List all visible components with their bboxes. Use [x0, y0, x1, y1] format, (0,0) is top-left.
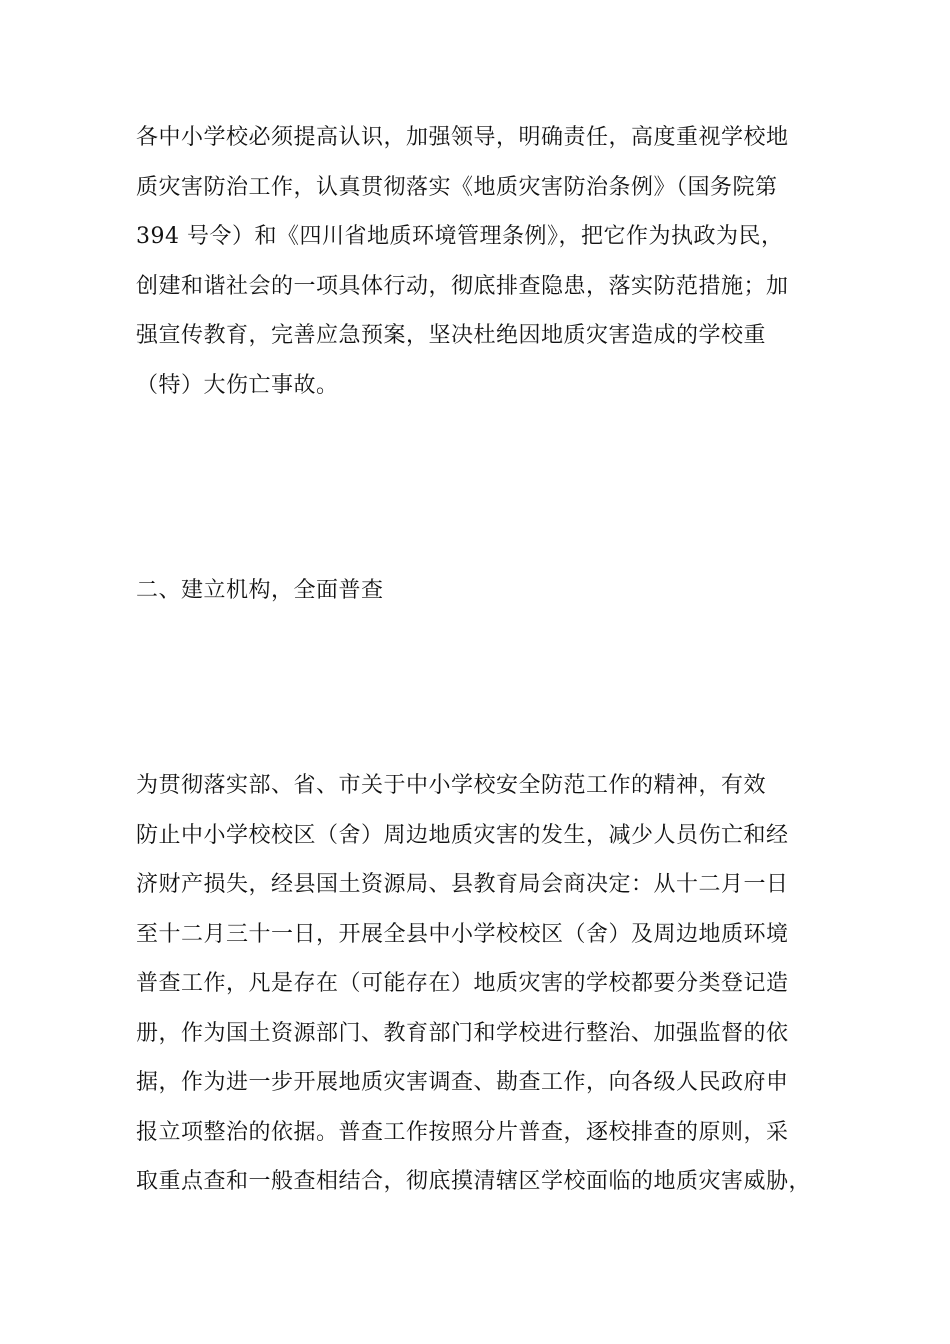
text-line: 质灾害防治工作，认真贯彻落实《地质灾害防治条例》（国务院第 — [136, 175, 778, 200]
text-line: （特）大伤亡事故。 — [136, 373, 339, 398]
text-line: 报立项整治的依据。普查工作按照分片普查，逐校排查的原则，采 — [136, 1120, 789, 1145]
text-line: 册，作为国土资源部门、教育部门和学校进行整治、加强监督的依 — [136, 1021, 789, 1046]
text-line: 防止中小学校校区（舍）周边地质灾害的发生，减少人员伤亡和经 — [136, 823, 789, 848]
text-line: 强宣传教育，完善应急预案，坚决杜绝因地质灾害造成的学校重 — [136, 323, 767, 348]
text-line: 394 号令）和《四川省地质环境管理条例》，把它作为执政为民， — [136, 224, 784, 249]
text-line: 为贯彻落实部、省、市关于中小学校安全防范工作的精神，有效 — [136, 773, 767, 798]
text-line: 至十二月三十一日，开展全县中小学校校区（舍）及周边地质环境 — [136, 922, 789, 947]
text-line: 各中小学校必须提高认识，加强领导，明确责任，高度重视学校地 — [136, 125, 789, 150]
text-line: 济财产损失，经县国土资源局、县教育局会商决定：从十二月一日 — [136, 872, 789, 897]
text-line: 取重点查和一般查相结合，彻底摸清辖区学校面临的地质灾害威胁， — [136, 1169, 812, 1194]
text-line: 普查工作，凡是存在（可能存在）地质灾害的学校都要分类登记造 — [136, 971, 789, 996]
section-heading: 二、建立机构，全面普查 — [136, 578, 384, 603]
text-line: 创建和谐社会的一项具体行动，彻底排查隐患，落实防范措施；加 — [136, 274, 789, 299]
text-line: 据，作为进一步开展地质灾害调查、勘查工作，向各级人民政府申 — [136, 1070, 789, 1095]
